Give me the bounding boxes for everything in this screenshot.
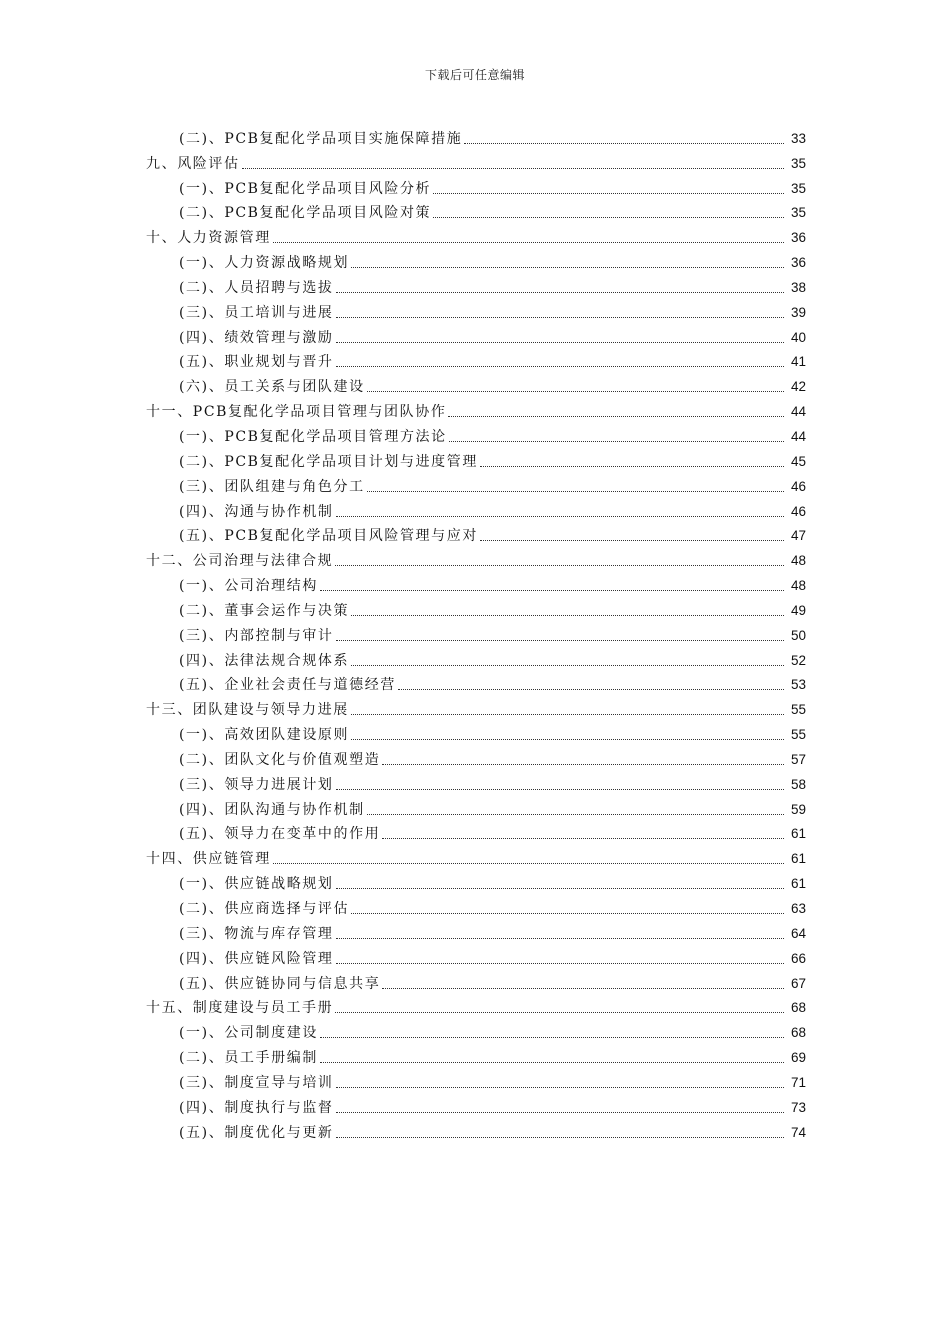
- toc-dot-leader: [336, 292, 784, 293]
- toc-page-number: 47: [790, 528, 806, 544]
- toc-page-number: 39: [790, 304, 806, 320]
- toc-dot-leader: [449, 441, 784, 442]
- toc-dot-leader: [336, 1112, 784, 1113]
- toc-section-entry[interactable]: [0, 672, 950, 697]
- toc-entry-label: 十三、团队建设与领导力进展: [146, 702, 349, 719]
- toc-entry-label: (五)、PCB复配化学品项目风险管理与应对: [179, 528, 478, 545]
- toc-section-entry[interactable]: [0, 1119, 950, 1144]
- toc-entry-label: (一)、供应链战略规划: [179, 876, 334, 893]
- toc-section-entry[interactable]: [0, 796, 950, 821]
- toc-page-number: 46: [790, 503, 806, 519]
- toc-page-number: 35: [790, 155, 806, 171]
- toc-dot-leader: [351, 739, 784, 740]
- toc-entry-label: (一)、公司制度建设: [179, 1025, 318, 1042]
- toc-entry-label: (二)、供应商选择与评估: [179, 901, 350, 917]
- toc-dot-leader: [336, 963, 784, 964]
- toc-dot-leader: [273, 863, 784, 864]
- toc-dot-leader: [367, 491, 784, 492]
- toc-section-entry[interactable]: [0, 324, 950, 349]
- toc-dot-leader: [351, 665, 784, 666]
- toc-section-entry[interactable]: [0, 349, 950, 374]
- toc-page-number: 36: [790, 255, 806, 271]
- toc-chapter-entry[interactable]: [0, 845, 950, 870]
- toc-dot-leader: [273, 242, 784, 243]
- toc-section-entry[interactable]: [0, 423, 950, 448]
- toc-section-entry[interactable]: [0, 498, 950, 523]
- toc-entry-label: (四)、绩效管理与激励: [179, 329, 334, 346]
- toc-dot-leader: [433, 193, 784, 194]
- toc-dot-leader: [433, 217, 784, 218]
- toc-dot-leader: [351, 714, 784, 715]
- toc-entry-label: (四)、团队沟通与协作机制: [179, 801, 365, 818]
- toc-page-number: 68: [790, 1000, 806, 1016]
- toc-dot-leader: [351, 615, 784, 616]
- toc-entry-label: (一)、公司治理结构: [179, 578, 318, 595]
- toc-entry-label: (三)、领导力进展计划: [179, 776, 334, 793]
- toc-entry-label: (一)、PCB复配化学品项目管理方法论: [179, 428, 447, 445]
- toc-entry-label: (四)、沟通与协作机制: [179, 503, 334, 520]
- toc-dot-leader: [336, 888, 784, 889]
- toc-section-entry[interactable]: [0, 448, 950, 473]
- toc-page-number: 61: [790, 826, 806, 842]
- toc-dot-leader: [320, 1037, 784, 1038]
- toc-section-entry[interactable]: [0, 746, 950, 771]
- toc-dot-leader: [480, 466, 784, 467]
- toc-page-number: 55: [790, 727, 806, 743]
- toc-dot-leader: [382, 988, 784, 989]
- toc-page-number: 59: [790, 801, 806, 817]
- toc-page-number: 61: [790, 851, 806, 867]
- toc-page-number: 35: [790, 205, 806, 221]
- toc-entry-label: (四)、供应链风险管理: [179, 950, 334, 967]
- toc-entry-label: (二)、PCB复配化学品项目实施保障措施: [179, 130, 463, 147]
- toc-section-entry[interactable]: [0, 125, 950, 150]
- toc-page-number: 71: [790, 1074, 806, 1090]
- toc-entry-label: (三)、员工培训与进展: [179, 304, 334, 321]
- toc-page-number: 68: [790, 1025, 806, 1041]
- toc-dot-leader: [336, 938, 784, 939]
- toc-section-entry[interactable]: [0, 870, 950, 895]
- toc-entry-label: 十五、制度建设与员工手册: [146, 1000, 334, 1017]
- toc-section-entry[interactable]: [0, 647, 950, 672]
- toc-page-number: 74: [790, 1124, 806, 1140]
- toc-chapter-entry[interactable]: [0, 696, 950, 721]
- toc-dot-leader: [242, 168, 784, 169]
- toc-entry-label: (五)、企业社会责任与道德经营: [179, 677, 396, 694]
- toc-section-entry[interactable]: [0, 597, 950, 622]
- toc-dot-leader: [351, 267, 784, 268]
- toc-section-entry[interactable]: [0, 523, 950, 548]
- toc-dot-leader: [480, 540, 784, 541]
- toc-page-number: 35: [790, 180, 806, 196]
- toc-page-number: 66: [790, 950, 806, 966]
- toc-section-entry[interactable]: [0, 200, 950, 225]
- toc-entry-label: (一)、PCB复配化学品项目风险分析: [179, 180, 432, 197]
- toc-dot-leader: [320, 1062, 784, 1063]
- toc-dot-leader: [382, 764, 784, 765]
- toc-section-entry[interactable]: [0, 945, 950, 970]
- toc-dot-leader: [367, 814, 784, 815]
- toc-entry-label: (六)、员工关系与团队建设: [179, 379, 365, 396]
- toc-section-entry[interactable]: [0, 299, 950, 324]
- toc-entry-label: 十四、供应链管理: [146, 851, 271, 868]
- toc-dot-leader: [335, 1012, 784, 1013]
- toc-dot-leader: [448, 416, 784, 417]
- toc-section-entry[interactable]: [0, 622, 950, 647]
- toc-page-number: 52: [790, 652, 806, 668]
- toc-page-number: 67: [790, 975, 806, 991]
- toc-chapter-entry[interactable]: [0, 547, 950, 572]
- toc-section-entry[interactable]: [0, 895, 950, 920]
- toc-section-entry[interactable]: [0, 1069, 950, 1094]
- toc-page-number: 46: [790, 478, 806, 494]
- toc-section-entry[interactable]: [0, 721, 950, 746]
- toc-entry-label: (三)、内部控制与审计: [179, 627, 334, 644]
- toc-section-entry[interactable]: [0, 473, 950, 498]
- toc-section-entry[interactable]: [0, 821, 950, 846]
- toc-page-number: 64: [790, 925, 806, 941]
- toc-chapter-entry[interactable]: [0, 995, 950, 1020]
- toc-page-number: 48: [790, 553, 806, 569]
- toc-section-entry[interactable]: [0, 249, 950, 274]
- toc-entry-label: (五)、领导力在变革中的作用: [179, 826, 381, 843]
- toc-entry-label: (五)、供应链协同与信息共享: [179, 975, 381, 992]
- toc-entry-label: (二)、PCB复配化学品项目风险对策: [179, 205, 432, 222]
- toc-entry-label: (三)、团队组建与角色分工: [179, 478, 365, 495]
- toc-section-entry[interactable]: [0, 1094, 950, 1119]
- toc-entry-label: (二)、PCB复配化学品项目计划与进度管理: [179, 453, 478, 470]
- toc-entry-label: 九、风险评估: [146, 155, 240, 172]
- toc-dot-leader: [336, 342, 784, 343]
- toc-entry-label: (五)、制度优化与更新: [179, 1124, 334, 1141]
- toc-page-number: 36: [790, 230, 806, 246]
- toc-chapter-entry[interactable]: [0, 398, 950, 423]
- toc-dot-leader: [336, 640, 784, 641]
- toc-entry-label: (三)、制度宣导与培训: [179, 1074, 334, 1091]
- toc-dot-leader: [336, 317, 784, 318]
- toc-page-number: 38: [790, 279, 806, 295]
- toc-entry-label: (三)、物流与库存管理: [179, 925, 334, 942]
- toc-entry-label: (二)、董事会运作与决策: [179, 602, 350, 619]
- toc-entry-label: (二)、员工手册编制: [179, 1050, 318, 1067]
- toc-entry-label: (一)、高效团队建设原则: [179, 727, 350, 744]
- toc-dot-leader: [336, 366, 784, 367]
- toc-page-number: 33: [790, 130, 806, 146]
- toc-page-number: 44: [790, 428, 806, 444]
- toc-dot-leader: [464, 143, 784, 144]
- toc-dot-leader: [336, 1087, 784, 1088]
- toc-page-number: 40: [790, 329, 806, 345]
- toc-page-number: 53: [790, 677, 806, 693]
- toc-page-number: 48: [790, 578, 806, 594]
- toc-entry-label: 十二、公司治理与法律合规: [146, 553, 334, 570]
- toc-dot-leader: [336, 1137, 784, 1138]
- toc-entry-label: (二)、人员招聘与选拔: [179, 279, 334, 296]
- toc-entry-label: (二)、团队文化与价值观塑造: [179, 751, 381, 768]
- toc-dot-leader: [367, 391, 784, 392]
- toc-section-entry[interactable]: [0, 274, 950, 299]
- toc-section-entry[interactable]: [0, 572, 950, 597]
- toc-dot-leader: [336, 789, 784, 790]
- toc-dot-leader: [398, 689, 784, 690]
- toc-section-entry[interactable]: [0, 771, 950, 796]
- toc-page-number: 49: [790, 602, 806, 618]
- toc-page-number: 42: [790, 379, 806, 395]
- toc-section-entry[interactable]: [0, 1019, 950, 1044]
- toc-dot-leader: [382, 838, 784, 839]
- table-of-contents: [0, 125, 950, 1144]
- toc-page-number: 57: [790, 751, 806, 767]
- toc-entry-label: (四)、制度执行与监督: [179, 1099, 334, 1116]
- toc-page-number: 45: [790, 453, 806, 469]
- toc-entry-label: 十、人力资源管理: [146, 230, 271, 247]
- toc-page-number: 63: [790, 901, 806, 916]
- toc-page-number: 41: [790, 354, 806, 370]
- toc-section-entry[interactable]: [0, 373, 950, 398]
- toc-entry-label: 十一、PCB复配化学品项目管理与团队协作: [146, 404, 447, 421]
- toc-chapter-entry[interactable]: [0, 224, 950, 249]
- toc-page-number: 50: [790, 627, 806, 643]
- toc-dot-leader: [351, 913, 784, 914]
- toc-dot-leader: [320, 590, 784, 591]
- toc-section-entry[interactable]: [0, 920, 950, 945]
- page-header: 下载后可任意编辑: [424, 68, 525, 82]
- toc-dot-leader: [335, 565, 784, 566]
- toc-page-number: 69: [790, 1050, 806, 1066]
- toc-page-number: 58: [790, 776, 806, 792]
- toc-dot-leader: [336, 516, 784, 517]
- toc-page-number: 55: [790, 702, 806, 718]
- toc-chapter-entry[interactable]: [0, 150, 950, 175]
- toc-page-number: 61: [790, 876, 806, 892]
- toc-section-entry[interactable]: [0, 1044, 950, 1069]
- toc-section-entry[interactable]: [0, 175, 950, 200]
- toc-section-entry[interactable]: [0, 970, 950, 995]
- toc-entry-label: (四)、法律法规合规体系: [179, 652, 350, 669]
- toc-page-number: 44: [790, 404, 806, 420]
- toc-entry-label: (一)、人力资源战略规划: [179, 255, 350, 272]
- toc-entry-label: (五)、职业规划与晋升: [179, 354, 334, 371]
- toc-page-number: 73: [790, 1099, 806, 1115]
